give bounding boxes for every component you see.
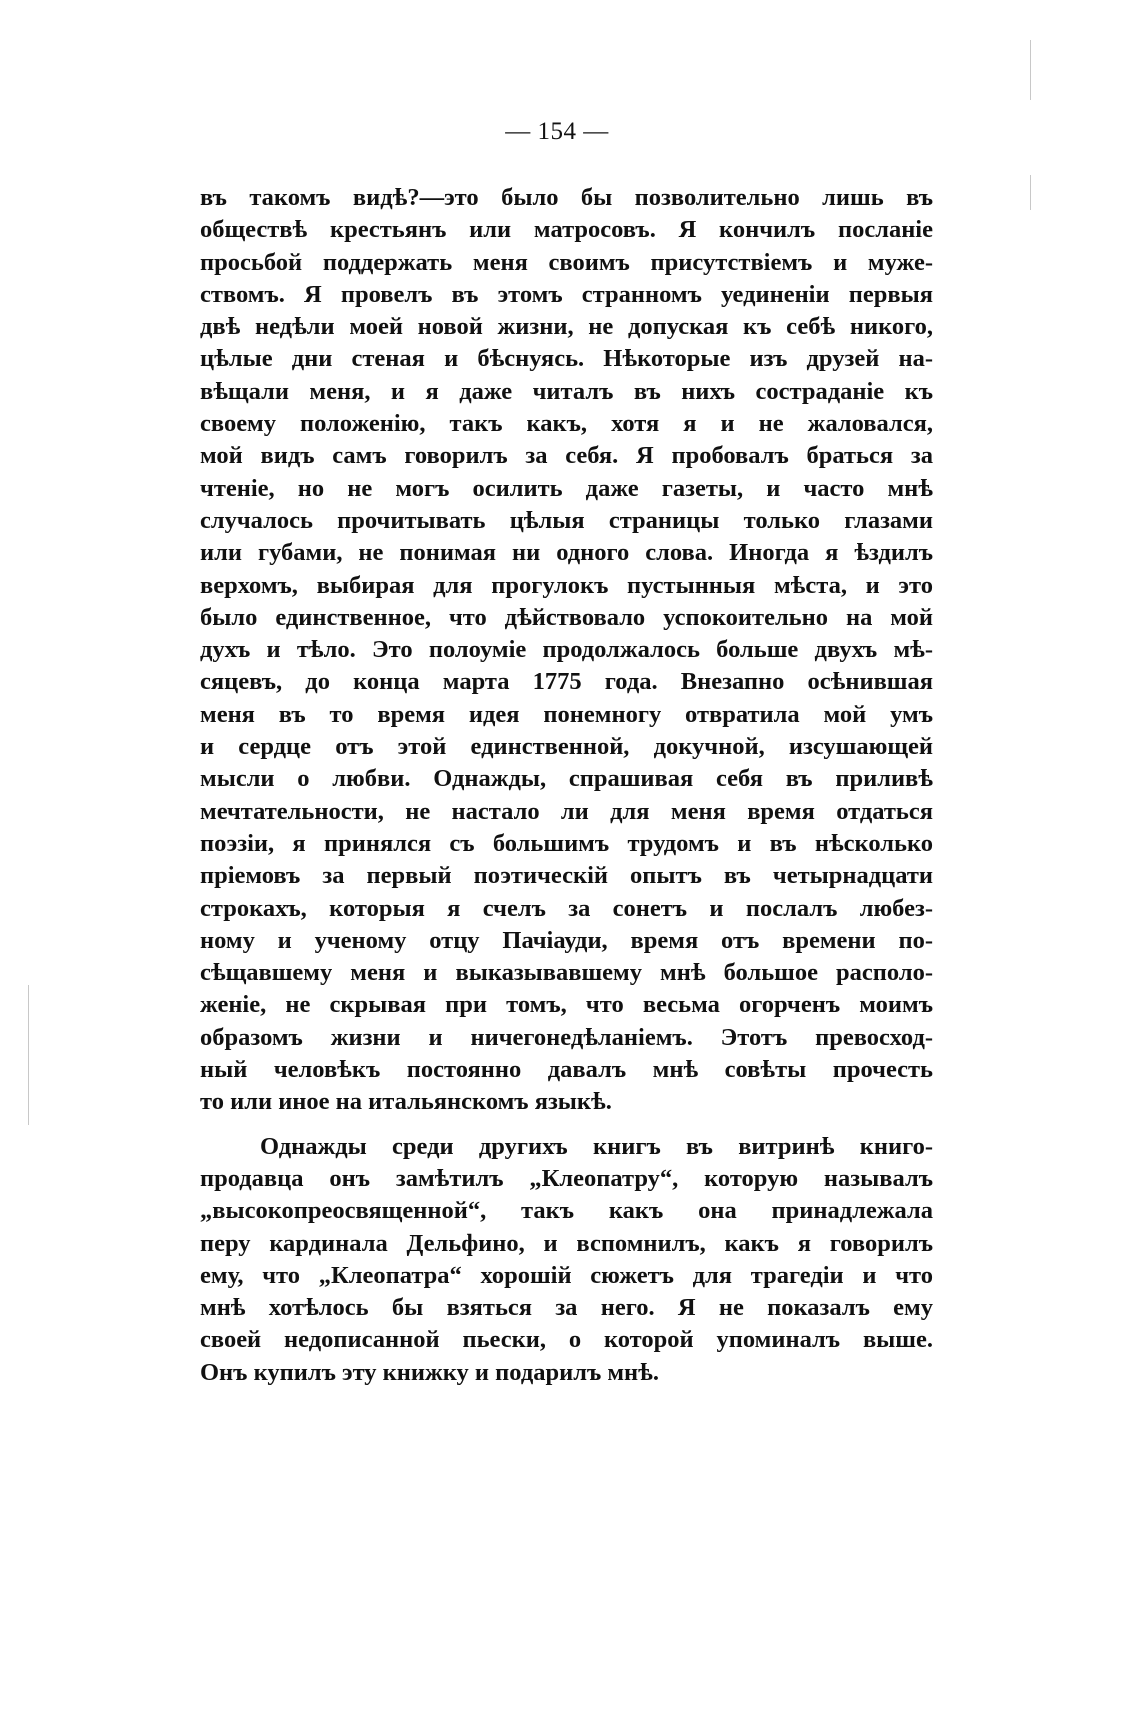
paragraph-1 (200, 182, 933, 1119)
text-line: ному и ученому отцу Пачіауди, время отъ времени по- (200, 926, 933, 954)
text-line: своему положенію, такъ какъ, хотя я и не жаловался, (200, 410, 933, 438)
text-line: сяцевъ, до конца марта 1775 года. Внезапно осѣнившая (200, 668, 933, 696)
text-line: обществѣ крестьянъ или матросовъ. Я кончилъ посланіе (200, 216, 933, 244)
text-line: духъ и тѣло. Это полоуміе продолжалось больше двухъ мѣ- (200, 636, 933, 664)
text-line: перу кардинала Дельфино, и вспомнилъ, какъ я говорилъ (200, 1229, 933, 1257)
text-line: образомъ жизни и ничегонедѣланіемъ. Этотъ превосход- (200, 1023, 933, 1051)
body-text (200, 182, 933, 1389)
text-line: верхомъ, выбирая для прогулокъ пустынныя мѣста, и это (200, 571, 933, 599)
text-line: строкахъ, которыя я счелъ за сонетъ и послалъ любез- (200, 894, 933, 922)
text-line: чтеніе, но не могъ осилить даже газеты, и часто мнѣ (200, 474, 933, 502)
text-line: мысли о любви. Однажды, спрашивая себя въ приливѣ (200, 765, 933, 793)
text-line: ему, что „Клеопатра“ хорошій сюжетъ для трагедіи и что (200, 1261, 933, 1289)
text-line: ствомъ. Я провелъ въ этомъ странномъ уединеніи первыя (200, 280, 933, 308)
text-line: двѣ недѣли моей новой жизни, не допуская къ себѣ никого, (200, 313, 933, 341)
text-line: мнѣ хотѣлось бы взяться за него. Я не показалъ ему (200, 1294, 933, 1322)
text-line: меня въ то время идея понемногу отвратила мой умъ (200, 700, 933, 728)
scan-edge-mark (1030, 175, 1031, 210)
text-line: цѣлые дни стеная и бѣснуясь. Нѣкоторые изъ друзей на- (200, 345, 933, 373)
text-line: мечтательности, не настало ли для меня время отдаться (200, 797, 933, 825)
text-line: или губами, не понимая ни одного слова. Иногда я ѣздилъ (200, 539, 933, 567)
text-line: поэзіи, я принялся съ большимъ трудомъ и въ нѣсколько (200, 829, 933, 857)
text-line: то или иное на итальянскомъ языкѣ. (200, 1088, 612, 1116)
text-line: сѣщавшему меня и выказывавшему мнѣ большое располо- (200, 959, 933, 987)
text-line: просьбой поддержать меня своимъ присутствіемъ и муже- (200, 248, 933, 276)
text-line: пріемовъ за первый поэтическій опытъ въ четырнадцати (200, 862, 933, 890)
paragraph-2 (200, 1131, 933, 1389)
page-number: — 154 — (505, 118, 609, 145)
scan-edge-mark (28, 985, 29, 1125)
text-line: вѣщали меня, и я даже читалъ въ нихъ состраданіе къ (200, 377, 933, 405)
text-line: Однажды среди другихъ книгъ въ витринѣ книго- (260, 1132, 933, 1160)
scan-edge-mark (1030, 40, 1031, 100)
text-line: въ такомъ видѣ?—это было бы позволительно лишь въ (200, 184, 933, 211)
text-line: женіе, не скрывая при томъ, что весьма огорченъ моимъ (200, 991, 933, 1019)
text-line: „высокопреосвященной“, такъ какъ она принадлежала (200, 1197, 933, 1225)
text-line: Онъ купилъ эту книжку и подарилъ мнѣ. (200, 1358, 659, 1386)
text-line: продавца онъ замѣтилъ „Клеопатру“, которую называлъ (200, 1164, 933, 1192)
paragraph-gap (200, 1119, 933, 1131)
text-line: было единственное, что дѣйствовало успокоительно на мой (200, 603, 933, 631)
text-line: мой видъ самъ говорилъ за себя. Я пробовалъ браться за (200, 442, 933, 470)
text-line: и сердце отъ этой единственной, докучной, изсушающей (200, 733, 933, 761)
text-line: ный человѣкъ постоянно давалъ мнѣ совѣты прочесть (200, 1056, 933, 1084)
text-line: своей недописанной пьески, о которой упоминалъ выше. (200, 1326, 933, 1354)
text-line: случалось прочитывать цѣлыя страницы только глазами (200, 506, 933, 534)
